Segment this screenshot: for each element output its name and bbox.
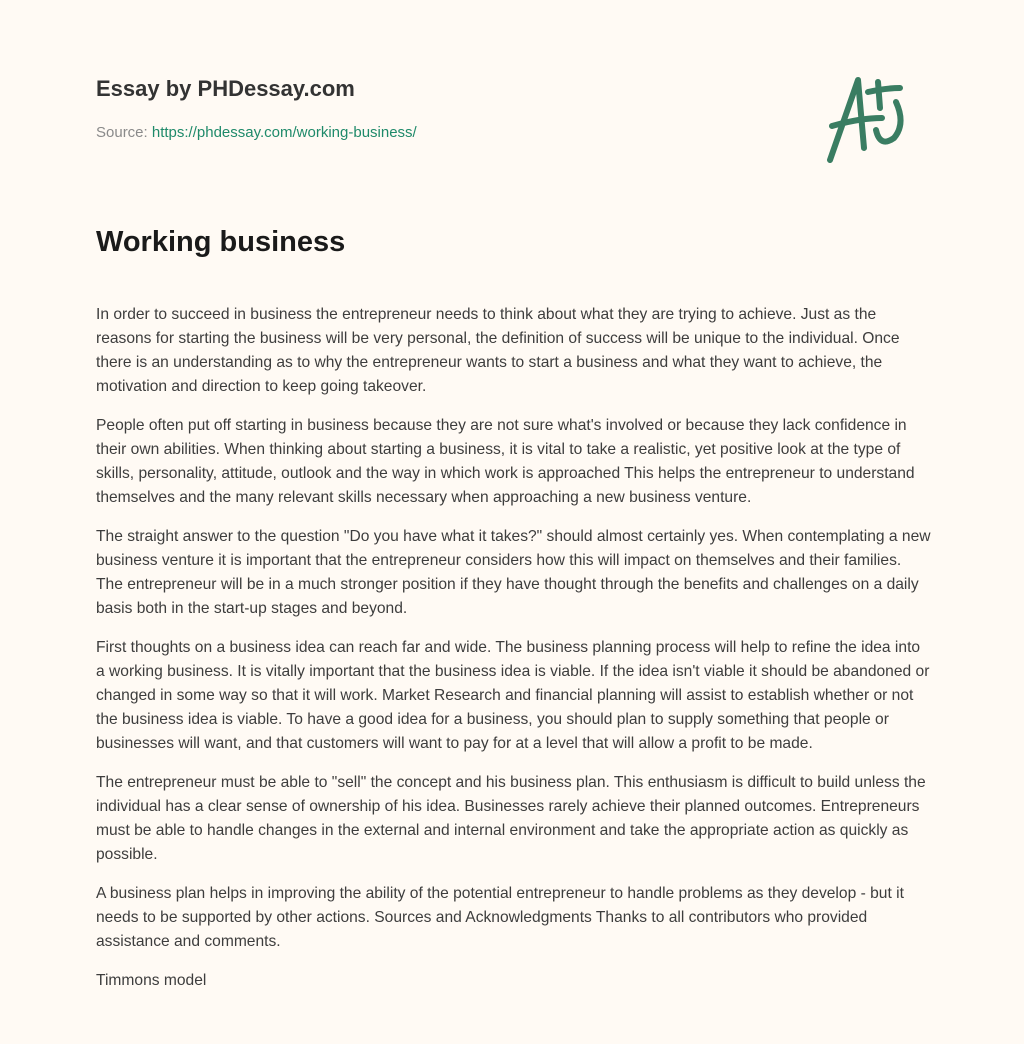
source-line xyxy=(96,124,417,141)
source-label: Source: xyxy=(96,124,148,141)
source-link[interactable]: https://phdessay.com/working-business/ xyxy=(151,124,417,141)
paragraph: Timmons model xyxy=(96,972,207,989)
article-title: Working business xyxy=(96,226,346,258)
site-title: Essay by PHDessay.com xyxy=(96,76,355,101)
paragraph: A business plan helps in improving the ability of the potential entrepreneur to handle problems as they develop - but it needs to be supported by other actions. Sources and Acknowledgments Thanks to all contributors who provided assistance and comments. xyxy=(96,885,904,950)
paragraph: In order to succeed in business the entrepreneur needs to think about what they are trying to achieve. Just as the reasons for starting the business will be very personal, the definition of success will be unique to the individual. Once there is an understanding as to why the entrepreneur wants to start a business and what they want to achieve, the motivation and direction to keep going takeover. xyxy=(96,306,900,395)
paragraph: People often put off starting in business because they are not sure what's involved or because they lack confidence in their own abilities. When thinking about starting a business, it is vital to take a realistic, yet positive look at the type of skills, personality, attitude, outlook and the way in which work is approached This helps the entrepreneur to understand themselves and the many relevant skills necessary when approaching a new business venture. xyxy=(96,417,915,506)
article-body xyxy=(96,303,932,1008)
a-plus-logo-icon xyxy=(820,68,930,168)
paragraph: The straight answer to the question "Do you have what it takes?" should almost certainly yes. When contemplating a new business venture it is important that the entrepreneur considers how this will impact on themselves and their families. The entrepreneur will be in a much stronger position if they have thought through the benefits and challenges on a daily basis both in the start-up stages and beyond. xyxy=(96,528,931,617)
paragraph: The entrepreneur must be able to "sell" the concept and his business plan. This enthusiasm is difficult to build unless the individual has a clear sense of ownership of his idea. Businesses rarely achieve their planned outcomes. Entrepreneurs must be able to handle changes in the external and internal environment and take the appropriate action as quickly as possible. xyxy=(96,774,926,863)
paragraph: First thoughts on a business idea can reach far and wide. The business planning process will help to refine the idea into a working business. It is vitally important that the business idea is viable. If the idea isn't viable it should be abandoned or changed in some way so that it will work. Market Research and financial planning will assist to establish whether or not the business idea is viable. To have a good idea for a business, you should plan to supply something that people or businesses will want, and that customers will want to pay for at a level that will allow a profit to be made. xyxy=(96,639,930,752)
